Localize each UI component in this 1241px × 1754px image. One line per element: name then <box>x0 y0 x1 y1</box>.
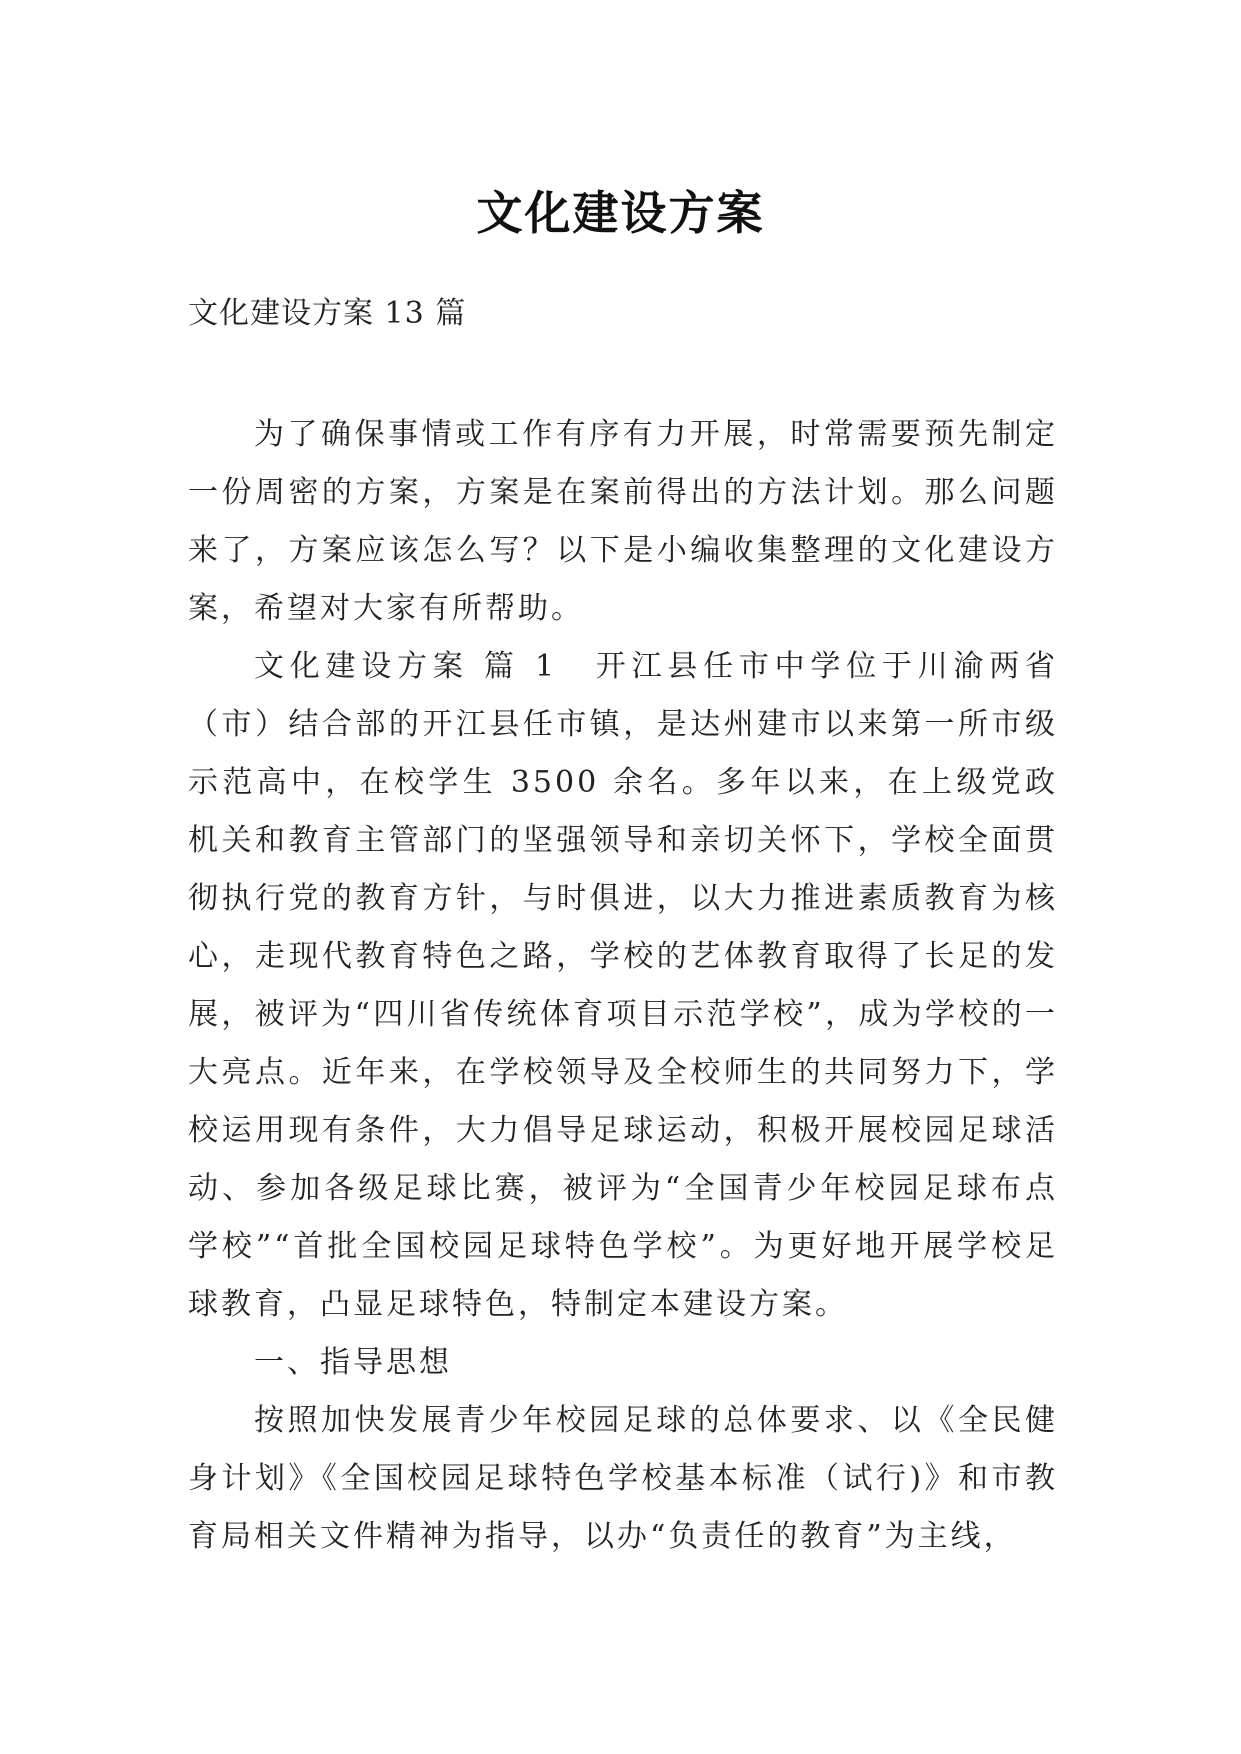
document-subtitle: 文化建设方案 13 篇 <box>188 296 467 331</box>
document-body <box>188 406 1058 1566</box>
chapter-1-text: 开江县任市中学位于川渝两省（市）结合部的开江县任市镇，是达州建市以来第一所市级示范高中，在校学生 3500 余名。多年以来，在上级党政机关和教育主管部门的坚强领导和亲切关怀下，学校全面贯彻执行党的教育方针，与时俱进，以大力推进素质教育为核心，走现代教育特色之路，学校的艺体教育取得了长足的发展，被评为“四川省传统体育项目示范学校”，成为学校的一大亮点。近年来，在学校领导及全校师生的共同努力下，学校运用现有条件，大力倡导足球运动，积极开展校园足球活动、参加各级足球比赛，被评为“全国青少年校园足球布点学校”“首批全国校园足球特色学校”。为更好地开展学校足球教育，凸显足球特色，特制定本建设方案。 <box>188 649 1058 1322</box>
document-title: 文化建设方案 <box>476 185 765 240</box>
intro-paragraph: 为了确保事情或工作有序有力开展，时常需要预先制定一份周密的方案，方案是在案前得出的方法计划。那么问题来了，方案应该怎么写？以下是小编收集整理的文化建设方案，希望对大家有所帮助。 <box>188 417 1058 626</box>
chapter-1-label: 文化建设方案 篇 1 <box>254 649 558 684</box>
chapter-1-paragraph <box>188 638 1058 1334</box>
section-paragraph: 按照加快发展青少年校园足球的总体要求、以《全民健身计划》《全国校园足球特色学校基本标准（试行)》和市教育局相关文件精神为指导，以办“负责任的教育”为主线， <box>188 1403 1058 1554</box>
section-heading: 一、指导思想 <box>254 1345 452 1380</box>
